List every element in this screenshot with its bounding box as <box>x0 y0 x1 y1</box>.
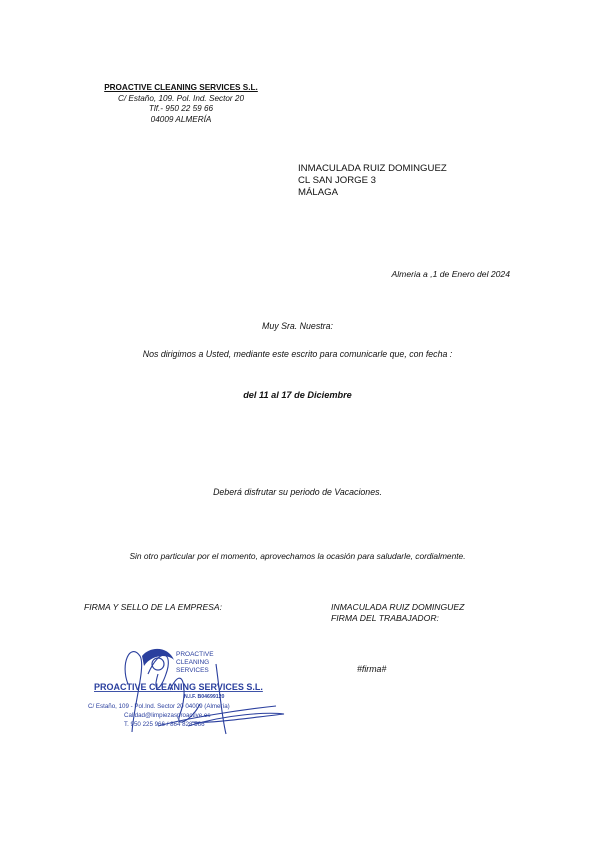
stamp-phones: T. 950 225 966 / 864 828 566 <box>124 721 205 728</box>
stamp-logo-line: PROACTIVE <box>176 651 214 658</box>
stamp-address: C/ Estaño, 109 - Pol.Ind. Sector 20 04009 (Almería) <box>88 703 230 710</box>
stamp-company-name: PROACTIVE CLEANING SERVICES S.L. <box>94 682 263 692</box>
company-city: 04009 ALMERÍA <box>150 114 212 124</box>
company-name: PROACTIVE CLEANING SERVICES S.L. <box>104 83 258 92</box>
stamp-email: Calidad@limpiezasproactive.es <box>124 712 211 719</box>
worker-signature-label: FIRMA DEL TRABAJADOR: <box>331 612 439 623</box>
date-line: Almeria a ,1 de Enero del 2024 <box>391 269 510 279</box>
company-header <box>0 83 362 125</box>
stamp-logo-line: CLEANING <box>176 659 210 666</box>
recipient-street: CL SAN JORGE 3 <box>298 175 377 187</box>
vacation-notice: Deberá disfrutar su periodo de Vacaciones. <box>213 487 382 497</box>
recipient-city: MÁLAGA <box>298 187 338 199</box>
stamp-nif: N.I.F. B04699120 <box>184 694 225 700</box>
worker-signature-placeholder: #firma# <box>357 664 387 674</box>
worker-signature-block <box>331 602 464 623</box>
vacation-period: del 11 al 17 de Diciembre <box>243 390 352 400</box>
company-address: C/ Estaño, 109. Pol. Ind. Sector 20 <box>117 93 245 103</box>
stamp-logo-line: SERVICES <box>176 667 209 674</box>
recipient-block <box>298 163 447 200</box>
intro-paragraph: Nos dirigimos a Usted, mediante este escrito para comunicarle que, con fecha : <box>142 349 453 359</box>
worker-name: INMACULADA RUIZ DOMINGUEZ <box>331 602 465 612</box>
salutation: Muy Sra. Nuestra: <box>262 321 333 331</box>
closing-line: Sin otro particular por el momento, aprovechamos la ocasión para saludarle, cordialmente. <box>129 551 466 561</box>
stamp-logo-icon <box>142 649 174 670</box>
company-stamp <box>88 634 298 744</box>
company-signature-label: FIRMA Y SELLO DE LA EMPRESA: <box>84 602 223 612</box>
company-phone: Tlf.- 950 22 59 66 <box>148 104 214 114</box>
recipient-name: INMACULADA RUIZ DOMINGUEZ <box>298 163 447 174</box>
